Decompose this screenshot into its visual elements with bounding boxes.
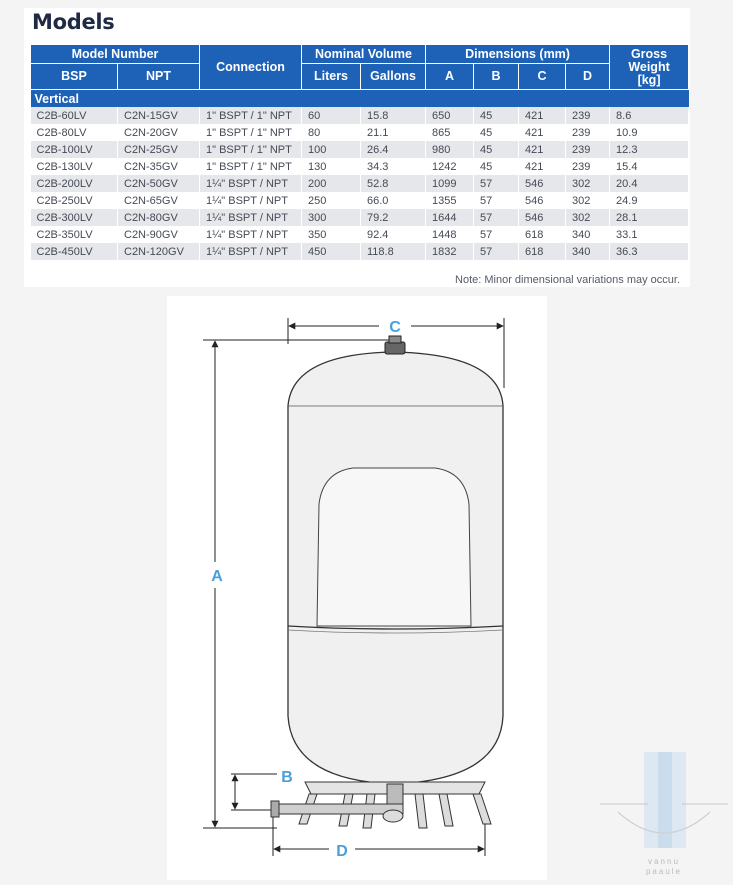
base-leg-3 bbox=[439, 794, 453, 826]
cell-gallons: 118.8 bbox=[361, 243, 426, 260]
header-nominal-volume: Nominal Volume bbox=[302, 45, 426, 64]
cell-dim-b: 57 bbox=[474, 175, 519, 192]
table-row bbox=[31, 124, 689, 141]
section-vertical: Vertical bbox=[31, 90, 689, 108]
cell-weight: 24.9 bbox=[610, 192, 689, 209]
cell-dim-a: 865 bbox=[426, 124, 474, 141]
cell-dim-c: 421 bbox=[519, 124, 566, 141]
cell-dim-a: 650 bbox=[426, 107, 474, 124]
cell-liters: 300 bbox=[302, 209, 361, 226]
table-row bbox=[31, 141, 689, 158]
cell-dim-b: 57 bbox=[474, 243, 519, 260]
cell-bsp: C2B-100LV bbox=[31, 141, 118, 158]
table-row bbox=[31, 226, 689, 243]
cell-dim-b: 45 bbox=[474, 158, 519, 175]
cell-dim-c: 618 bbox=[519, 243, 566, 260]
cell-liters: 100 bbox=[302, 141, 361, 158]
dim-label-c: C bbox=[389, 319, 401, 336]
dimension-note: Note: Minor dimensional variations may occur. bbox=[455, 274, 680, 286]
cell-npt: C2N-120GV bbox=[118, 243, 200, 260]
dim-label-d: D bbox=[336, 843, 348, 860]
cell-weight: 33.1 bbox=[610, 226, 689, 243]
cell-npt: C2N-15GV bbox=[118, 107, 200, 124]
cell-npt: C2N-80GV bbox=[118, 209, 200, 226]
header-model-number: Model Number bbox=[31, 45, 200, 64]
cell-dim-c: 546 bbox=[519, 175, 566, 192]
cell-dim-a: 1832 bbox=[426, 243, 474, 260]
cell-liters: 250 bbox=[302, 192, 361, 209]
table-row bbox=[31, 107, 689, 124]
cell-npt: C2N-20GV bbox=[118, 124, 200, 141]
cell-bsp: C2B-200LV bbox=[31, 175, 118, 192]
header-npt: NPT bbox=[118, 64, 200, 90]
cell-dim-c: 421 bbox=[519, 107, 566, 124]
dim-label-a: A bbox=[211, 568, 223, 585]
cell-dim-c: 546 bbox=[519, 209, 566, 226]
cell-npt: C2N-35GV bbox=[118, 158, 200, 175]
header-dimensions: Dimensions (mm) bbox=[426, 45, 610, 64]
page-title: Models bbox=[32, 10, 115, 34]
cell-dim-d: 302 bbox=[566, 175, 610, 192]
cell-connection: 1¼" BSPT / NPT bbox=[200, 175, 302, 192]
table-row bbox=[31, 243, 689, 260]
cell-bsp: C2B-250LV bbox=[31, 192, 118, 209]
cell-connection: 1" BSPT / 1" NPT bbox=[200, 124, 302, 141]
cell-connection: 1" BSPT / 1" NPT bbox=[200, 158, 302, 175]
watermark-logo bbox=[598, 742, 730, 880]
header-dim-d: D bbox=[566, 64, 610, 90]
cell-dim-d: 340 bbox=[566, 226, 610, 243]
table-row bbox=[31, 209, 689, 226]
cell-connection: 1¼" BSPT / NPT bbox=[200, 243, 302, 260]
cell-dim-d: 239 bbox=[566, 124, 610, 141]
cell-bsp: C2B-300LV bbox=[31, 209, 118, 226]
cell-npt: C2N-25GV bbox=[118, 141, 200, 158]
cell-dim-c: 421 bbox=[519, 158, 566, 175]
cell-dim-c: 546 bbox=[519, 192, 566, 209]
watermark bbox=[598, 742, 730, 880]
cell-dim-d: 340 bbox=[566, 243, 610, 260]
cell-dim-b: 45 bbox=[474, 141, 519, 158]
table-row bbox=[31, 158, 689, 175]
cell-connection: 1¼" BSPT / NPT bbox=[200, 226, 302, 243]
tank-drawing bbox=[167, 296, 547, 880]
cell-dim-d: 239 bbox=[566, 141, 610, 158]
models-card bbox=[24, 8, 690, 287]
header-gross-weight-text: Gross Weight [kg] bbox=[628, 46, 670, 87]
cell-weight: 15.4 bbox=[610, 158, 689, 175]
cell-dim-d: 239 bbox=[566, 107, 610, 124]
table-row bbox=[31, 175, 689, 192]
header-connection: Connection bbox=[200, 45, 302, 90]
cell-dim-d: 239 bbox=[566, 158, 610, 175]
cell-bsp: C2B-60LV bbox=[31, 107, 118, 124]
header-liters: Liters bbox=[302, 64, 361, 90]
cell-connection: 1" BSPT / 1" NPT bbox=[200, 107, 302, 124]
cell-dim-a: 980 bbox=[426, 141, 474, 158]
cell-dim-a: 1355 bbox=[426, 192, 474, 209]
models-table bbox=[30, 44, 689, 260]
cell-dim-c: 421 bbox=[519, 141, 566, 158]
cell-npt: C2N-50GV bbox=[118, 175, 200, 192]
tank-label-area bbox=[317, 468, 471, 626]
cell-dim-b: 45 bbox=[474, 107, 519, 124]
cell-gallons: 15.8 bbox=[361, 107, 426, 124]
cell-liters: 60 bbox=[302, 107, 361, 124]
connection-pipe bbox=[275, 804, 403, 814]
cell-weight: 12.3 bbox=[610, 141, 689, 158]
cell-liters: 450 bbox=[302, 243, 361, 260]
cell-dim-a: 1242 bbox=[426, 158, 474, 175]
cell-gallons: 34.3 bbox=[361, 158, 426, 175]
cell-dim-a: 1448 bbox=[426, 226, 474, 243]
cell-dim-a: 1099 bbox=[426, 175, 474, 192]
air-valve bbox=[385, 342, 405, 354]
header-gross-weight bbox=[610, 45, 689, 90]
header-gallons: Gallons bbox=[361, 64, 426, 90]
cell-liters: 200 bbox=[302, 175, 361, 192]
cell-weight: 10.9 bbox=[610, 124, 689, 141]
cell-weight: 8.6 bbox=[610, 107, 689, 124]
cell-gallons: 26.4 bbox=[361, 141, 426, 158]
header-bsp: BSP bbox=[31, 64, 118, 90]
water-connection bbox=[387, 784, 403, 806]
cell-bsp: C2B-80LV bbox=[31, 124, 118, 141]
cell-gallons: 92.4 bbox=[361, 226, 426, 243]
table-row bbox=[31, 192, 689, 209]
cell-liters: 350 bbox=[302, 226, 361, 243]
tank-diagram bbox=[167, 296, 547, 880]
cell-dim-c: 618 bbox=[519, 226, 566, 243]
cell-dim-d: 302 bbox=[566, 209, 610, 226]
cell-connection: 1" BSPT / 1" NPT bbox=[200, 141, 302, 158]
cell-weight: 36.3 bbox=[610, 243, 689, 260]
cell-bsp: C2B-130LV bbox=[31, 158, 118, 175]
cell-weight: 28.1 bbox=[610, 209, 689, 226]
cell-liters: 80 bbox=[302, 124, 361, 141]
cell-dim-a: 1644 bbox=[426, 209, 474, 226]
watermark-text-1: vannu bbox=[648, 857, 680, 866]
header-dim-a: A bbox=[426, 64, 474, 90]
cell-dim-b: 57 bbox=[474, 192, 519, 209]
cell-dim-d: 302 bbox=[566, 192, 610, 209]
cell-connection: 1¼" BSPT / NPT bbox=[200, 192, 302, 209]
base-leg-4 bbox=[473, 794, 491, 824]
cell-gallons: 79.2 bbox=[361, 209, 426, 226]
cell-dim-b: 57 bbox=[474, 209, 519, 226]
header-dim-b: B bbox=[474, 64, 519, 90]
cell-dim-b: 45 bbox=[474, 124, 519, 141]
cell-npt: C2N-65GV bbox=[118, 192, 200, 209]
cell-liters: 130 bbox=[302, 158, 361, 175]
cell-npt: C2N-90GV bbox=[118, 226, 200, 243]
cell-weight: 20.4 bbox=[610, 175, 689, 192]
cell-bsp: C2B-350LV bbox=[31, 226, 118, 243]
cell-gallons: 66.0 bbox=[361, 192, 426, 209]
cell-bsp: C2B-450LV bbox=[31, 243, 118, 260]
dim-label-b: B bbox=[281, 769, 293, 786]
cell-gallons: 52.8 bbox=[361, 175, 426, 192]
watermark-text-2: paaule bbox=[645, 867, 683, 876]
header-dim-c: C bbox=[519, 64, 566, 90]
cell-connection: 1¼" BSPT / NPT bbox=[200, 209, 302, 226]
cell-gallons: 21.1 bbox=[361, 124, 426, 141]
cell-dim-b: 57 bbox=[474, 226, 519, 243]
